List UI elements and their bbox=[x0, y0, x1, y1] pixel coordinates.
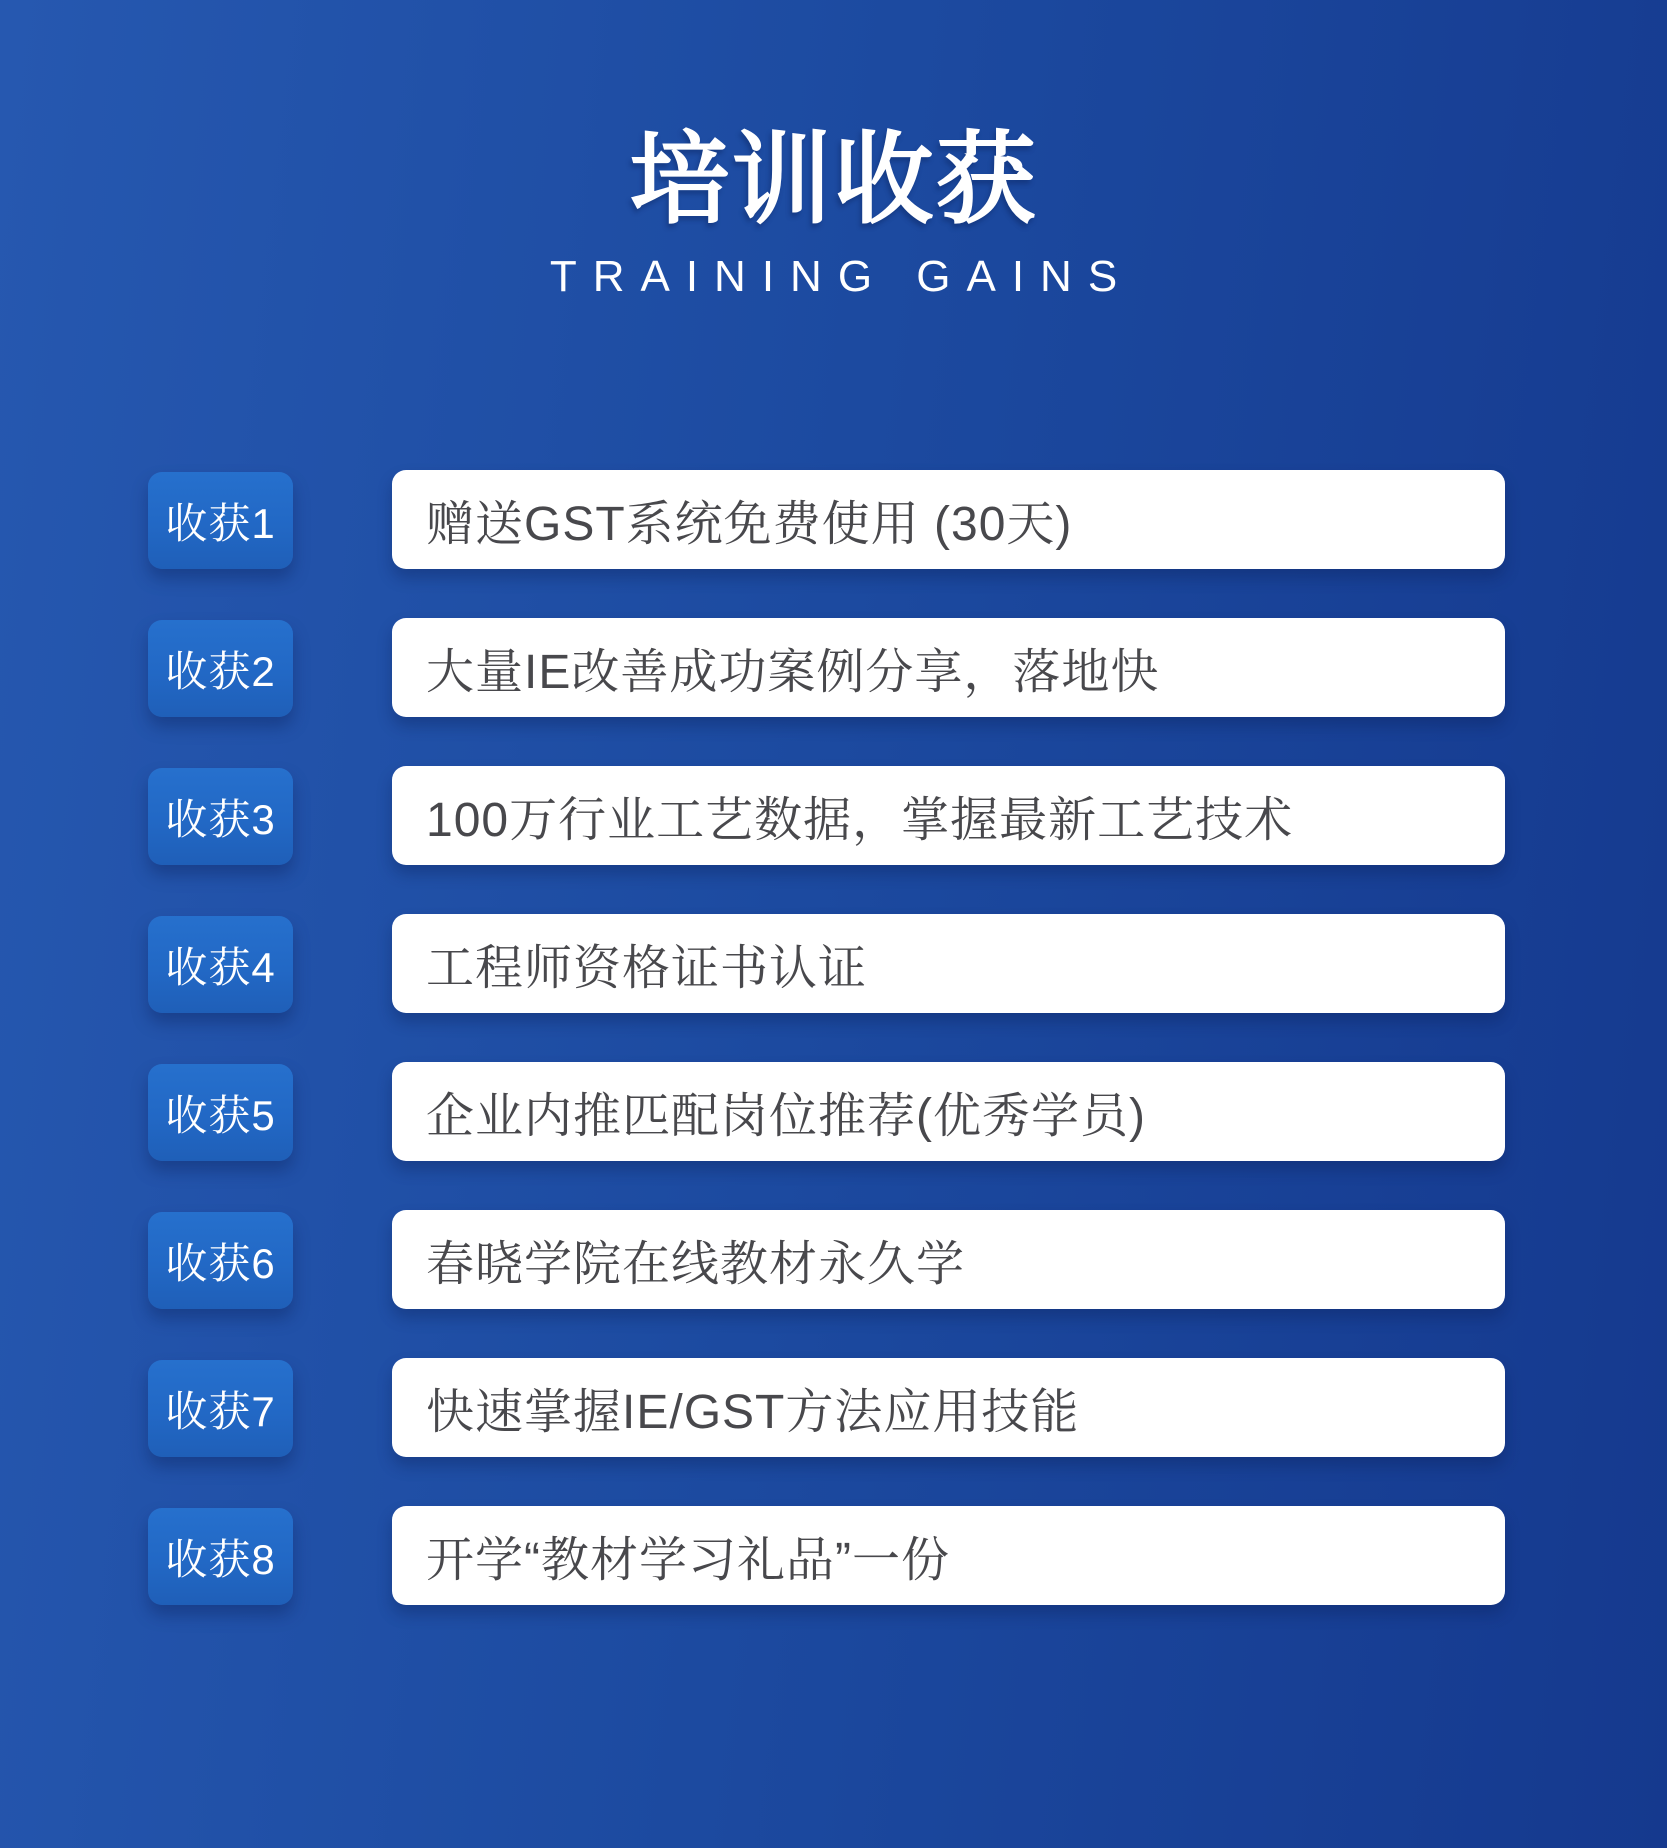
gain-card bbox=[392, 1506, 1505, 1605]
gain-badge-label: 收获2 bbox=[165, 647, 276, 695]
gain-row bbox=[148, 618, 1667, 717]
gains-list bbox=[0, 470, 1667, 1654]
gain-badge-label: 收获4 bbox=[165, 943, 276, 991]
gain-card-text: 企业内推匹配岗位推荐(优秀学员) bbox=[426, 1090, 1146, 1143]
gain-badge bbox=[148, 916, 293, 1013]
gain-row bbox=[148, 1062, 1667, 1161]
gain-badge-label: 收获5 bbox=[165, 1091, 276, 1139]
gain-badge bbox=[148, 1064, 293, 1161]
gain-row bbox=[148, 1210, 1667, 1309]
gain-card bbox=[392, 470, 1505, 569]
gain-row bbox=[148, 1358, 1667, 1457]
gain-row bbox=[148, 766, 1667, 865]
gain-badge-label: 收获1 bbox=[165, 499, 276, 547]
gain-card-text: 开学“教材学习礼品”一份 bbox=[426, 1534, 950, 1587]
gain-card bbox=[392, 766, 1505, 865]
gain-card-text: 快速掌握IE/GST方法应用技能 bbox=[426, 1386, 1080, 1439]
page-title: 培训收获 bbox=[629, 124, 1038, 236]
gain-badge bbox=[148, 1360, 293, 1457]
gain-badge bbox=[148, 1212, 293, 1309]
gain-card bbox=[392, 1062, 1505, 1161]
gain-badge bbox=[148, 768, 293, 865]
gain-card-text: 大量IE改善成功案例分享，落地快 bbox=[426, 646, 1160, 699]
gain-card-text: 赠送GST系统免费使用 (30天) bbox=[426, 498, 1073, 551]
gain-card-text: 工程师资格证书认证 bbox=[426, 942, 868, 995]
gain-card bbox=[392, 914, 1505, 1013]
gain-row bbox=[148, 1506, 1667, 1605]
gain-row bbox=[148, 470, 1667, 569]
page-header bbox=[0, 124, 1667, 302]
gain-badge-label: 收获8 bbox=[165, 1535, 276, 1583]
gain-badge bbox=[148, 1508, 293, 1605]
gain-badge-label: 收获3 bbox=[165, 795, 276, 843]
gain-card-text: 100万行业工艺数据，掌握最新工艺技术 bbox=[426, 794, 1294, 847]
gain-card bbox=[392, 618, 1505, 717]
gain-badge bbox=[148, 620, 293, 717]
gain-card-text: 春晓学院在线教材永久学 bbox=[426, 1238, 966, 1291]
page-subtitle: TRAINING GAINS bbox=[549, 252, 1134, 301]
gain-card bbox=[392, 1210, 1505, 1309]
gain-badge bbox=[148, 472, 293, 569]
gain-card bbox=[392, 1358, 1505, 1457]
gain-badge-label: 收获7 bbox=[165, 1387, 276, 1435]
gain-row bbox=[148, 914, 1667, 1013]
gain-badge-label: 收获6 bbox=[165, 1239, 276, 1287]
